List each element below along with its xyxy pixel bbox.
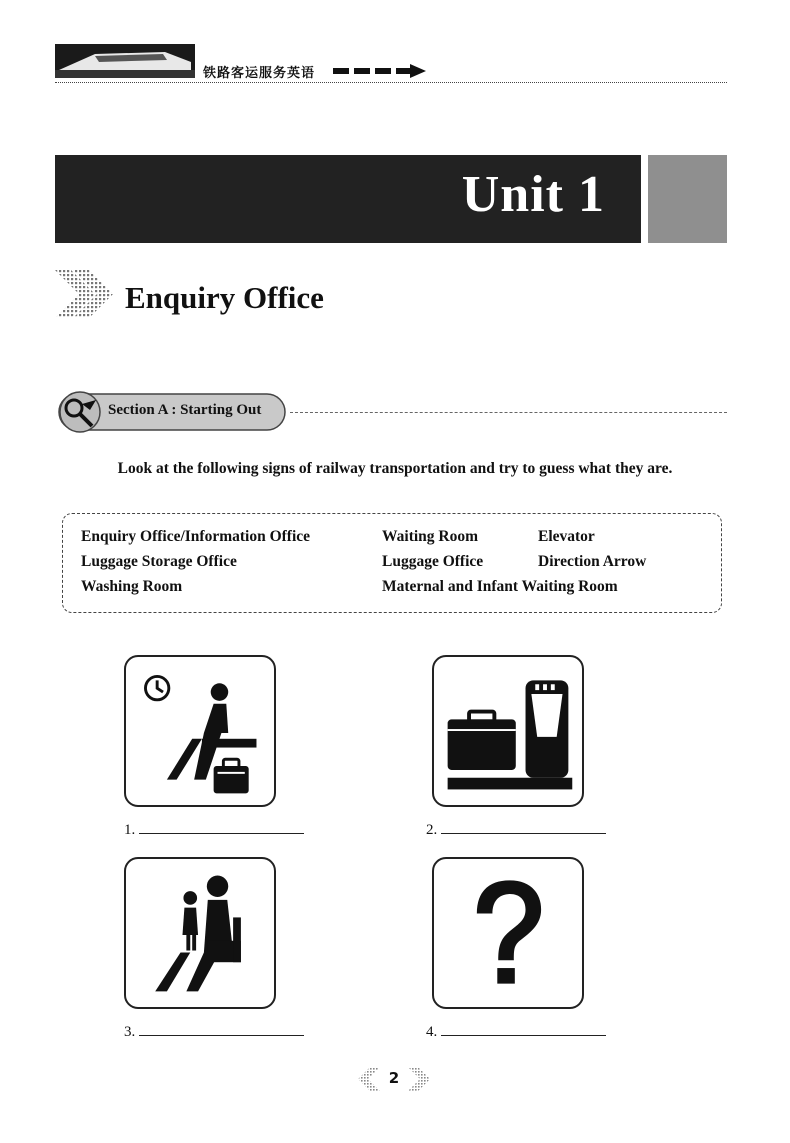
answer-number: 1. xyxy=(124,822,136,838)
luggage-office-sign-icon xyxy=(432,655,584,807)
arrow-right-icon xyxy=(333,63,428,79)
lesson-title: Enquiry Office xyxy=(125,280,324,315)
word-bank-item: Luggage Office xyxy=(382,553,484,570)
section-label: Section A : Starting Out xyxy=(108,402,262,418)
unit-title: Unit 1 xyxy=(461,166,605,223)
answer-line-3[interactable] xyxy=(124,1023,304,1041)
word-bank-item: Elevator xyxy=(538,528,595,545)
answer-number: 3. xyxy=(124,1024,136,1040)
answer-line-4[interactable] xyxy=(426,1023,606,1041)
page-number: 2 xyxy=(388,1069,400,1087)
word-bank-item: Direction Arrow xyxy=(538,553,647,570)
train-header-icon xyxy=(55,44,195,78)
answer-number: 2. xyxy=(426,822,438,838)
section-divider xyxy=(290,412,727,413)
answer-line-2[interactable] xyxy=(426,821,606,839)
word-bank-item: Maternal and Infant Waiting Room xyxy=(382,578,618,595)
instruction-text: Look at the following signs of railway transportation and try to guess what they are. xyxy=(117,460,673,477)
waiting-room-sign-icon xyxy=(124,655,276,807)
chevron-right-icon xyxy=(55,270,113,318)
word-bank-item: Waiting Room xyxy=(382,528,479,545)
word-bank-item: Enquiry Office/Information Office xyxy=(81,528,311,545)
answer-number: 4. xyxy=(426,1024,438,1040)
word-bank-item: Luggage Storage Office xyxy=(81,553,237,570)
word-bank-item: Washing Room xyxy=(81,578,183,595)
book-title: 铁路客运服务英语 xyxy=(203,66,316,81)
maternal-infant-waiting-sign-icon xyxy=(124,857,276,1009)
unit-banner-side-block xyxy=(648,155,727,243)
question-mark-sign-icon xyxy=(432,857,584,1009)
magnifier-icon xyxy=(62,396,98,428)
answer-line-1[interactable] xyxy=(124,821,304,839)
header-divider xyxy=(55,82,727,83)
